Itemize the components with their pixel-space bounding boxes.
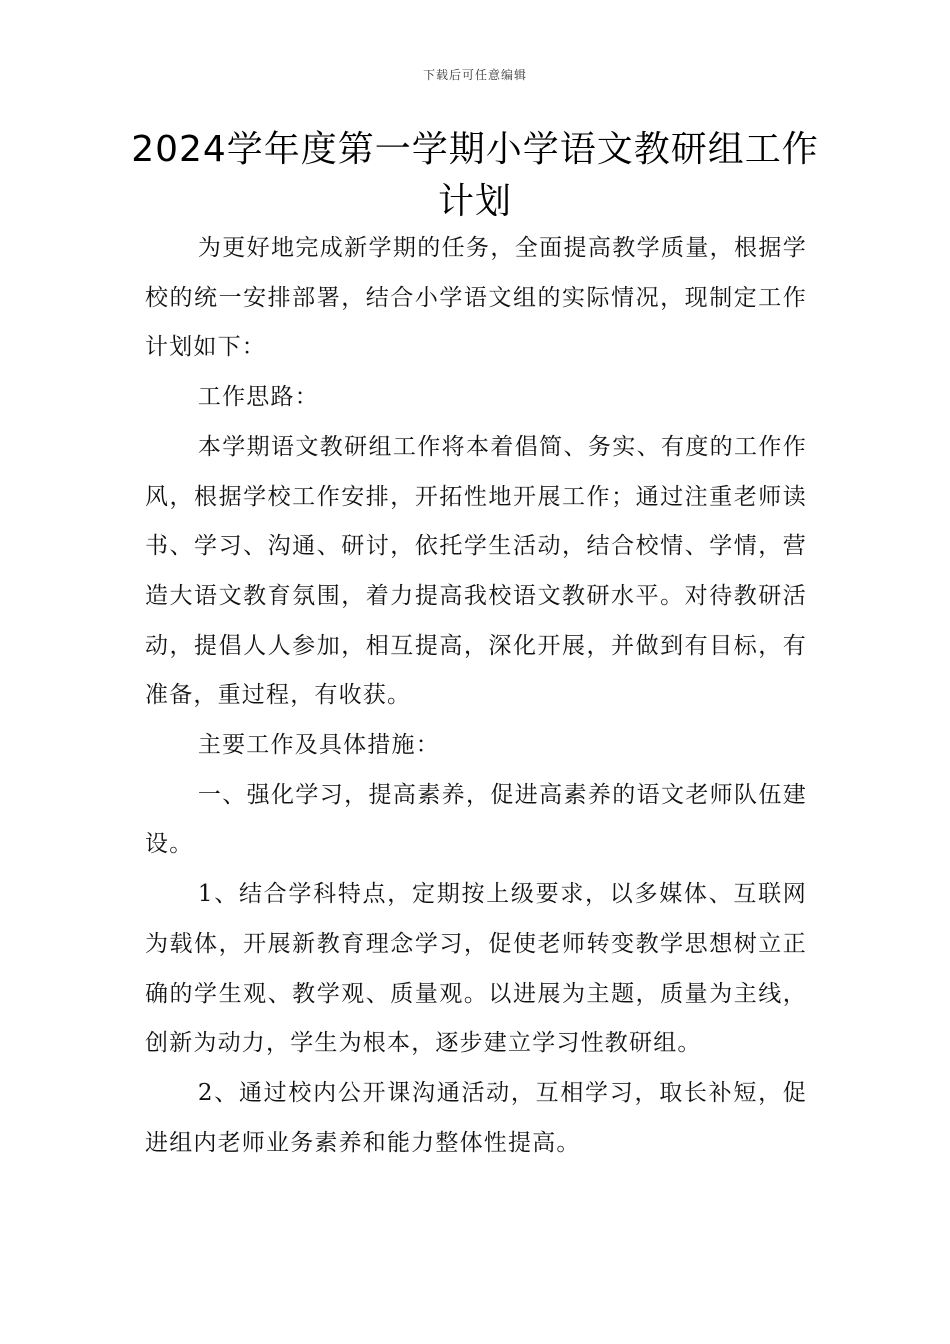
paragraph-heading-approach: 工作思路：: [197, 384, 319, 411]
paragraph-measure-1: 一、强化学习，提高素养，促进高素养的语文老师队伍建设。: [145, 781, 807, 858]
paragraph-approach: 本学期语文教研组工作将本着倡简、务实、有度的工作作风，根据学校工作安排，开拓性地开展工作；通过注重老师读书、学习、沟通、研讨，依托学生活动，结合校情、学情，营造大语文教育氛围，着力提高我校语文教研水平。对待教研活动，提倡人人参加，相互提高，深化开展，并做到有目标，有准备，重过程，有收获。: [145, 433, 807, 709]
document-body: [145, 224, 807, 1168]
paragraph-intro: 为更好地完成新学期的任务，全面提高教学质量，根据学校的统一安排部署，结合小学语文组的实际情况，现制定工作计划如下：: [145, 235, 807, 361]
paragraph-heading-measures: 主要工作及具体措施：: [197, 732, 440, 759]
paragraph-item-2: 2、通过校内公开课沟通活动，互相学习，取长补短，促进组内老师业务素养和能力整体性提高。: [145, 1079, 807, 1156]
paragraph-item-1: 1、结合学科特点，定期按上级要求，以多媒体、互联网为载体，开展新教育理念学习，促使老师转变教学思想树立正确的学生观、教学观、质量观。以进展为主题，质量为主线，创新为动力，学生为根本，逐步建立学习性教研组。: [145, 881, 807, 1057]
header-note: 下载后可任意编辑: [422, 68, 527, 82]
document-title: 2024学年度第一学期小学语文教研组工作计划: [131, 129, 819, 222]
